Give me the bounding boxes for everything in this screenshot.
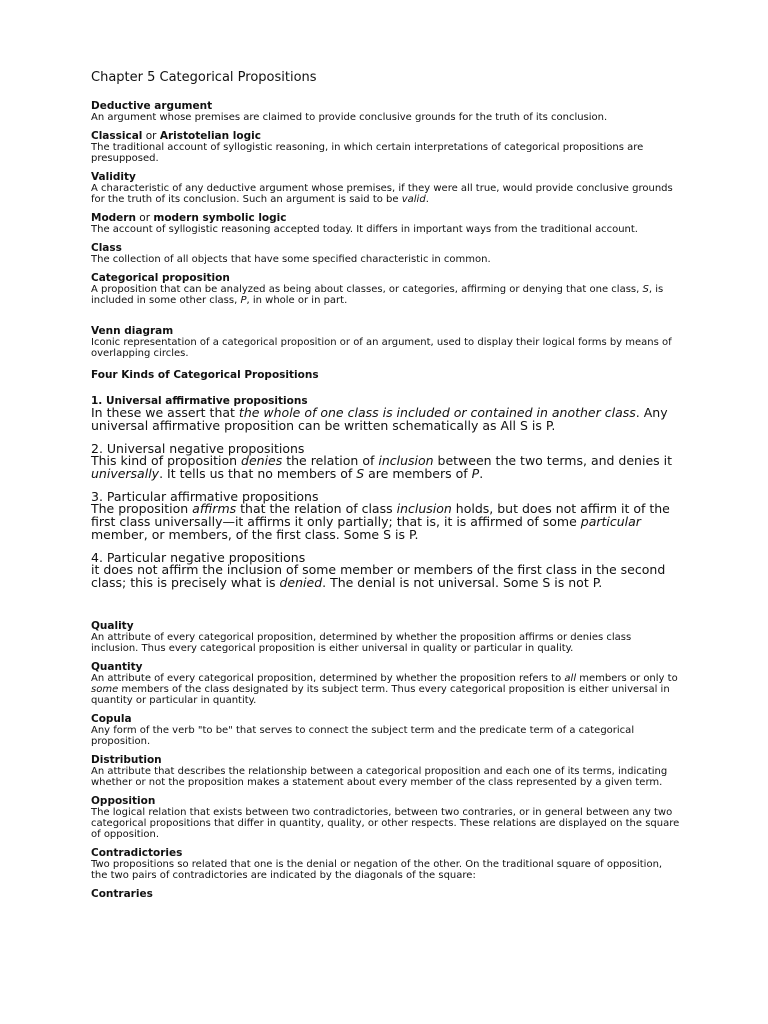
- body-text: holds, but does not affirm it of the first class universally—it affirms it only partially; that is, it is affirmed of some: [91, 501, 670, 529]
- kind-universal-affirmative: [91, 396, 681, 432]
- glossary-entry-modern-logic: [91, 213, 681, 235]
- document-page: [91, 70, 681, 908]
- glossary-definition: The account of syllogistic reasoning accepted today. It differs in important ways from the traditional account.: [91, 224, 638, 235]
- body-text: .: [479, 465, 484, 481]
- definition-emphasis: all: [564, 673, 577, 685]
- kind-heading: 3. Particular affirmative propositions: [91, 489, 319, 505]
- term-part: Classical: [91, 130, 143, 142]
- glossary-entry-classical-logic: [91, 131, 681, 164]
- definition-emphasis: some: [91, 684, 119, 696]
- glossary-entry-distribution: [91, 755, 681, 788]
- glossary-term: Opposition: [91, 795, 156, 808]
- glossary-definition: [91, 284, 681, 306]
- kind-body: [91, 564, 681, 589]
- kind-heading: 4. Particular negative propositions: [91, 550, 306, 566]
- definition-text: A proposition that can be analyzed as being about classes, or categories, affirming or denying that one class,: [91, 284, 643, 295]
- kind-body: [91, 455, 681, 480]
- glossary-definition: The logical relation that exists between two contradictories, between two contraries, or in general between any two categorical propositions that differ in quantity, quality, or other respects. These relations are displayed on the square of opposition.: [91, 807, 680, 841]
- body-emphasis: inclusion: [396, 501, 452, 517]
- kind-heading: 1. Universal affirmative propositions: [91, 395, 308, 407]
- term-connector: or: [142, 130, 160, 142]
- glossary-definition: An attribute that describes the relationship between a categorical proposition and each one of its terms, indicating whether or not the proposition makes a statement about every member of the class represented by a given term.: [91, 766, 668, 789]
- body-text: the relation of: [282, 453, 379, 469]
- kind-body: [91, 503, 681, 541]
- glossary-definition: [91, 183, 681, 205]
- term-connector: or: [135, 212, 154, 224]
- body-text: that the relation of class: [236, 501, 397, 517]
- glossary-entry-quality: [91, 621, 681, 654]
- glossary-entry-validity: [91, 172, 681, 205]
- body-text: . Any universal affirmative proposition can be written schematically as All S is P.: [91, 405, 668, 433]
- definition-text: , is included in some other class,: [91, 284, 664, 306]
- glossary-term: Distribution: [91, 754, 162, 767]
- body-text: In these we assert that: [91, 405, 239, 420]
- kind-heading: 2. Universal negative propositions: [91, 441, 305, 457]
- glossary-term: Contraries: [91, 888, 153, 901]
- definition-text: .: [425, 194, 429, 205]
- glossary-definition: Any form of the verb "to be" that serves to connect the subject term and the predicate term of a categorical proposition.: [91, 725, 635, 748]
- body-text: member, or members, of the first class. Some S is P.: [91, 526, 419, 542]
- definition-emphasis: S: [642, 284, 649, 295]
- glossary-term: Quality: [91, 620, 134, 633]
- definition-text: A characteristic of any deductive argument whose premises, if they were all true, would provide conclusive grounds for the truth of its conclusion. Such an argument is said to be: [91, 183, 673, 205]
- body-emphasis: universally: [91, 465, 160, 481]
- kind-universal-negative: [91, 442, 681, 480]
- glossary-definition: Two propositions so related that one is the denial or negation of the other. On the traditional square of opposition, the two pairs of contradictories are indicated by the diagonals of the square:: [91, 859, 663, 882]
- body-text: it does not affirm the inclusion of some member or members of the first class in the second class; this is precisely what is: [91, 562, 666, 590]
- term-part: Modern: [91, 212, 136, 224]
- body-text: between the two terms, and denies it: [433, 453, 673, 469]
- kind-particular-negative: [91, 551, 681, 589]
- page-title: Chapter 5 Categorical Propositions: [91, 70, 317, 85]
- body-emphasis: particular: [580, 513, 641, 529]
- definition-emphasis: P: [240, 295, 247, 306]
- body-emphasis: denies: [241, 453, 283, 469]
- body-text: . It tells us that no members of: [159, 465, 357, 481]
- glossary-entry-copula: [91, 714, 681, 747]
- glossary-definition: An attribute of every categorical proposition, determined by whether the proposition affirms or denies class inclusion. Thus every categorical proposition is either universal in quality or particular in quality.: [91, 632, 632, 655]
- body-text: . The denial is not universal. Some S is not P.: [322, 574, 603, 590]
- body-text: The proposition: [91, 501, 193, 517]
- glossary-definition: Iconic representation of a categorical proposition or of an argument, used to display their logical forms by means of overlapping circles.: [91, 337, 672, 359]
- glossary-definition: An argument whose premises are claimed to provide conclusive grounds for the truth of its conclusion.: [91, 112, 608, 123]
- body-text: are members of: [364, 465, 472, 481]
- glossary-entry-class: [91, 243, 681, 265]
- glossary-entry-contraries: [91, 889, 681, 900]
- glossary-term: Class: [91, 242, 122, 254]
- definition-text: members of the class designated by its subject term. Thus every categorical proposition is either universal in quantity or particular in quantity.: [91, 684, 670, 707]
- body-emphasis: denied: [279, 574, 323, 590]
- glossary-term: [91, 131, 681, 142]
- section-heading: Four Kinds of Categorical Propositions: [91, 369, 319, 381]
- glossary-definition: The collection of all objects that have some specified characteristic in common.: [91, 254, 491, 265]
- glossary-entry-deductive-argument: [91, 101, 681, 123]
- definition-text: members or only to: [576, 673, 678, 685]
- glossary-entry-opposition: [91, 796, 681, 840]
- term-part: modern symbolic logic: [153, 212, 287, 224]
- body-emphasis: the whole of one class is included or contained in another class: [238, 405, 636, 420]
- body-emphasis: affirms: [192, 501, 237, 517]
- glossary-term: Deductive argument: [91, 100, 213, 112]
- glossary-definition: The traditional account of syllogistic reasoning, in which certain interpretations of categorical propositions are presupposed.: [91, 142, 644, 164]
- glossary-term: Copula: [91, 713, 132, 726]
- glossary-entry-venn-diagram: [91, 326, 681, 359]
- glossary-term: Quantity: [91, 661, 143, 674]
- glossary-definition: [91, 673, 681, 706]
- glossary-entry-categorical-proposition: [91, 273, 681, 306]
- glossary-entry-contradictories: [91, 848, 681, 881]
- definition-text: An attribute of every categorical proposition, determined by whether the proposition refers to: [91, 673, 565, 685]
- body-emphasis: P: [471, 465, 480, 481]
- definition-emphasis: valid: [401, 194, 426, 205]
- glossary-term: [91, 213, 681, 224]
- body-emphasis: S: [356, 465, 365, 481]
- glossary-entry-quantity: [91, 662, 681, 706]
- glossary-term: Categorical proposition: [91, 272, 230, 284]
- body-text: This kind of proposition: [91, 453, 242, 469]
- kind-particular-affirmative: [91, 490, 681, 541]
- glossary-term: Venn diagram: [91, 325, 174, 337]
- term-part: Aristotelian logic: [159, 130, 261, 142]
- body-emphasis: inclusion: [378, 453, 434, 469]
- kind-body: [91, 407, 681, 432]
- definition-text: , in whole or in part.: [246, 295, 348, 306]
- glossary-term: Validity: [91, 171, 136, 183]
- glossary-term: Contradictories: [91, 847, 183, 860]
